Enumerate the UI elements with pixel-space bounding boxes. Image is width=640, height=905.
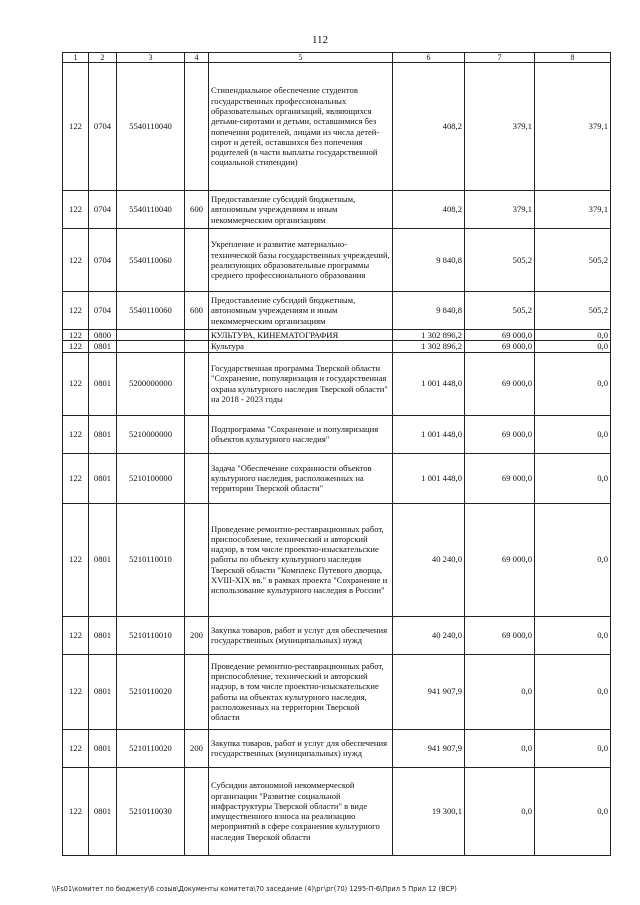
column-header: 2 (89, 53, 117, 63)
admin-code-cell: 122 (63, 292, 89, 330)
section-code-cell: 0801 (89, 616, 117, 654)
table-row (63, 616, 611, 654)
target-article-cell: 5210110010 (117, 503, 185, 616)
amount-col7-cell: 379,1 (465, 191, 535, 229)
expense-type-cell (185, 415, 209, 453)
item-name-cell: Культура (209, 341, 393, 352)
item-name-cell: КУЛЬТУРА, КИНЕМАТОГРАФИЯ (209, 330, 393, 341)
table-row (63, 654, 611, 729)
expense-type-cell: 600 (185, 292, 209, 330)
amount-col6-cell: 408,2 (393, 191, 465, 229)
amount-col8-cell: 0,0 (535, 415, 611, 453)
column-number-row (63, 53, 611, 63)
amount-col6-cell: 941 907,9 (393, 729, 465, 767)
target-article-cell: 5540110060 (117, 229, 185, 292)
admin-code-cell: 122 (63, 654, 89, 729)
column-header: 1 (63, 53, 89, 63)
amount-col6-cell: 40 240,0 (393, 503, 465, 616)
amount-col7-cell: 69 000,0 (465, 415, 535, 453)
section-code-cell: 0801 (89, 767, 117, 855)
section-code-cell: 0704 (89, 191, 117, 229)
admin-code-cell: 122 (63, 503, 89, 616)
target-article-cell (117, 341, 185, 352)
amount-col6-cell: 19 300,1 (393, 767, 465, 855)
amount-col8-cell: 0,0 (535, 453, 611, 503)
section-code-cell: 0800 (89, 330, 117, 341)
table-row (63, 767, 611, 855)
amount-col8-cell: 0,0 (535, 330, 611, 341)
section-code-cell: 0704 (89, 292, 117, 330)
table-row (63, 229, 611, 292)
column-header: 4 (185, 53, 209, 63)
item-name-cell: Предоставление субсидий бюджетным, автономным учреждениям и иным некоммерческим организациям (209, 292, 393, 330)
expense-type-cell (185, 654, 209, 729)
item-name-cell: Закупка товаров, работ и услуг для обеспечения государственных (муниципальных) нужд (209, 729, 393, 767)
expense-type-cell (185, 330, 209, 341)
section-code-cell: 0801 (89, 503, 117, 616)
page-number: 112 (311, 34, 329, 46)
budget-table (62, 52, 611, 856)
amount-col6-cell: 408,2 (393, 63, 465, 191)
expense-type-cell (185, 63, 209, 191)
amount-col8-cell: 505,2 (535, 292, 611, 330)
amount-col6-cell: 1 001 448,0 (393, 352, 465, 415)
section-code-cell: 0801 (89, 654, 117, 729)
amount-col7-cell: 69 000,0 (465, 341, 535, 352)
item-name-cell: Проведение ремонтно-реставрационных работ, приспособление, технический и авторский надзор, в том числе проектно-изыскательские работы на объектах культурного наследия, расположенных на территории Тверской области (209, 654, 393, 729)
target-article-cell: 5210110020 (117, 654, 185, 729)
amount-col8-cell: 505,2 (535, 229, 611, 292)
amount-col8-cell: 0,0 (535, 503, 611, 616)
amount-col7-cell: 69 000,0 (465, 453, 535, 503)
item-name-cell: Укрепление и развитие материально-технической базы государственных учреждений, реализующих образовательные программы среднего профессионального образования (209, 229, 393, 292)
expense-type-cell (185, 503, 209, 616)
table-row (63, 729, 611, 767)
target-article-cell: 5210000000 (117, 415, 185, 453)
expense-type-cell (185, 767, 209, 855)
target-article-cell (117, 330, 185, 341)
item-name-cell: Подпрограмма "Сохранение и популяризация объектов культурного наследия" (209, 415, 393, 453)
amount-col8-cell: 0,0 (535, 616, 611, 654)
column-header: 6 (393, 53, 465, 63)
amount-col6-cell: 941 907,9 (393, 654, 465, 729)
amount-col8-cell: 379,1 (535, 191, 611, 229)
amount-col7-cell: 69 000,0 (465, 503, 535, 616)
section-code-cell: 0801 (89, 352, 117, 415)
target-article-cell: 5210100000 (117, 453, 185, 503)
table-row (63, 415, 611, 453)
column-header: 8 (535, 53, 611, 63)
amount-col6-cell: 9 840,8 (393, 292, 465, 330)
amount-col8-cell: 0,0 (535, 767, 611, 855)
expense-type-cell: 600 (185, 191, 209, 229)
table-row (63, 503, 611, 616)
admin-code-cell: 122 (63, 352, 89, 415)
table-row (63, 63, 611, 191)
table-row (63, 330, 611, 341)
amount-col6-cell: 1 302 896,2 (393, 330, 465, 341)
item-name-cell: Субсидии автономной некоммерческой организации "Развитие социальной инфраструктуры Тверской области" в виде имущественного взноса на реализацию мероприятий в сфере сохранения культурного наследия Тверской области (209, 767, 393, 855)
admin-code-cell: 122 (63, 616, 89, 654)
expense-type-cell (185, 341, 209, 352)
expense-type-cell: 200 (185, 729, 209, 767)
amount-col6-cell: 1 302 896,2 (393, 341, 465, 352)
table-row (63, 352, 611, 415)
amount-col6-cell: 1 001 448,0 (393, 453, 465, 503)
amount-col6-cell: 40 240,0 (393, 616, 465, 654)
section-code-cell: 0704 (89, 229, 117, 292)
admin-code-cell: 122 (63, 341, 89, 352)
item-name-cell: Государственная программа Тверской области "Сохранение, популяризация и государственная охрана культурного наследия Тверской области" на 2018 - 2023 годы (209, 352, 393, 415)
target-article-cell: 5540110040 (117, 63, 185, 191)
table-row (63, 292, 611, 330)
expense-type-cell (185, 352, 209, 415)
amount-col7-cell: 505,2 (465, 229, 535, 292)
admin-code-cell: 122 (63, 330, 89, 341)
target-article-cell: 5210110020 (117, 729, 185, 767)
target-article-cell: 5210110030 (117, 767, 185, 855)
item-name-cell: Задача "Обеспечение сохранности объектов культурного наследия, расположенных на территории Тверской области" (209, 453, 393, 503)
amount-col8-cell: 0,0 (535, 341, 611, 352)
amount-col7-cell: 0,0 (465, 729, 535, 767)
column-header: 7 (465, 53, 535, 63)
amount-col7-cell: 0,0 (465, 654, 535, 729)
amount-col6-cell: 9 840,8 (393, 229, 465, 292)
amount-col7-cell: 69 000,0 (465, 330, 535, 341)
amount-col7-cell: 69 000,0 (465, 352, 535, 415)
section-code-cell: 0801 (89, 415, 117, 453)
expense-type-cell (185, 229, 209, 292)
target-article-cell: 5540110040 (117, 191, 185, 229)
expense-type-cell (185, 453, 209, 503)
admin-code-cell: 122 (63, 63, 89, 191)
amount-col7-cell: 69 000,0 (465, 616, 535, 654)
amount-col6-cell: 1 001 448,0 (393, 415, 465, 453)
amount-col7-cell: 0,0 (465, 767, 535, 855)
expense-type-cell: 200 (185, 616, 209, 654)
section-code-cell: 0801 (89, 453, 117, 503)
item-name-cell: Закупка товаров, работ и услуг для обеспечения государственных (муниципальных) нужд (209, 616, 393, 654)
column-header: 5 (209, 53, 393, 63)
table-row (63, 341, 611, 352)
section-code-cell: 0704 (89, 63, 117, 191)
admin-code-cell: 122 (63, 415, 89, 453)
amount-col8-cell: 0,0 (535, 654, 611, 729)
amount-col7-cell: 505,2 (465, 292, 535, 330)
admin-code-cell: 122 (63, 729, 89, 767)
target-article-cell: 5210110010 (117, 616, 185, 654)
amount-col8-cell: 379,1 (535, 63, 611, 191)
admin-code-cell: 122 (63, 453, 89, 503)
file-path-footer: \\Fs01\комитет по бюджету\6 созыв\Документы комитета\70 заседание (4)\рг\рг(70) 1295-П-6\Прил 5 Прил 12 (ВСР) (52, 885, 457, 893)
admin-code-cell: 122 (63, 229, 89, 292)
amount-col8-cell: 0,0 (535, 729, 611, 767)
table-row (63, 453, 611, 503)
target-article-cell: 5540110060 (117, 292, 185, 330)
section-code-cell: 0801 (89, 341, 117, 352)
column-header: 3 (117, 53, 185, 63)
admin-code-cell: 122 (63, 191, 89, 229)
item-name-cell: Предоставление субсидий бюджетным, автономным учреждениям и иным некоммерческим организациям (209, 191, 393, 229)
table-row (63, 191, 611, 229)
section-code-cell: 0801 (89, 729, 117, 767)
amount-col7-cell: 379,1 (465, 63, 535, 191)
amount-col8-cell: 0,0 (535, 352, 611, 415)
item-name-cell: Проведение ремонтно-реставрационных работ, приспособление, технический и авторский надзор, в том числе проектно-изыскательские работы по объекту культурного наследия Тверской области "Комплекс Путевого дворца, XVIII-XIX вв." в рамках проекта "Сохранение и использование культурного наследия в России" (209, 503, 393, 616)
item-name-cell: Стипендиальное обеспечение студентов государственных профессиональных образовательных организаций, являющихся детьми-сиротами и детьми, оставшимися без попечения родителей, лицами из числа детей-сирот и детей, оставшихся без попечения родителей (в части выплаты государственной социальной стипендии) (209, 63, 393, 191)
admin-code-cell: 122 (63, 767, 89, 855)
target-article-cell: 5200000000 (117, 352, 185, 415)
